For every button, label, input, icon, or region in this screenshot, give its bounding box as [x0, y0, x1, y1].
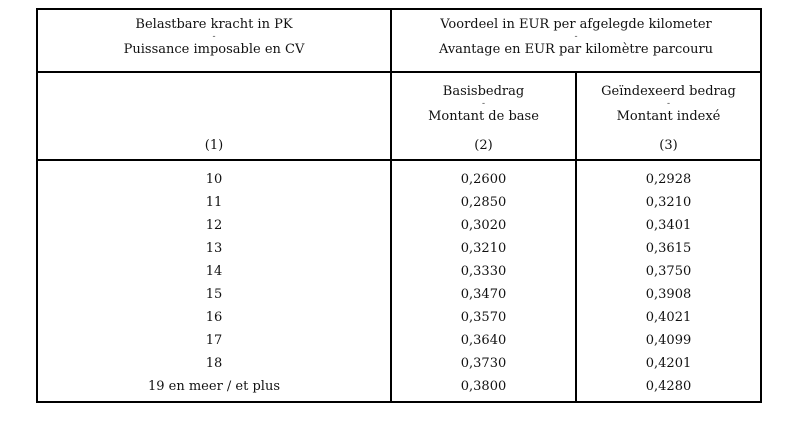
cell-base-amount: 0,3210 [460, 241, 507, 256]
header-col1-sep: - [212, 32, 216, 42]
cell-base-amount: 0,3020 [460, 218, 507, 233]
cell-base-amount: 0,3570 [460, 310, 507, 325]
header-col3-number: (3) [659, 138, 678, 153]
cell-pk: 16 [205, 310, 223, 325]
cell-base-amount: 0,3640 [460, 333, 507, 348]
cell-pk: 15 [205, 287, 223, 302]
cell-base-amount: 0,3730 [460, 356, 507, 371]
cell-base-amount: 0,3800 [460, 379, 507, 394]
header-col23-line2: Avantage en EUR par kilomètre parcouru [438, 42, 714, 57]
divider-header-bottom [38, 159, 760, 161]
benefit-table [36, 8, 762, 403]
cell-indexed-amount: 0,4021 [645, 310, 692, 325]
header-col23-line1: Voordeel in EUR per afgelegde kilometer [440, 17, 712, 32]
cell-indexed-amount: 0,3615 [645, 241, 692, 256]
cell-base-amount: 0,2600 [460, 172, 507, 187]
header-col23-sep: - [574, 32, 578, 42]
cell-base-amount: 0,2850 [460, 195, 507, 210]
cell-pk: 11 [205, 195, 223, 210]
cell-pk: 12 [205, 218, 223, 233]
cell-indexed-amount: 0,3210 [645, 195, 692, 210]
header-col1-line1: Belastbare kracht in PK [135, 17, 293, 32]
header-col2 [392, 84, 575, 124]
cell-base-amount: 0,3470 [460, 287, 507, 302]
header-col3-line2: Montant indexé [616, 109, 721, 124]
cell-pk: 19 en meer / et plus [147, 379, 281, 394]
header-col3-line1: Geïndexeerd bedrag [601, 84, 736, 99]
cell-indexed-amount: 0,4099 [645, 333, 692, 348]
cell-pk: 13 [205, 241, 223, 256]
cell-indexed-amount: 0,4201 [645, 356, 692, 371]
header-col1-number: (1) [204, 138, 224, 153]
divider-header-top [38, 71, 760, 73]
header-col3-sep: - [666, 99, 671, 109]
header-col1-line2: Puissance imposable en CV [123, 42, 305, 57]
cell-indexed-amount: 0,4280 [645, 379, 692, 394]
cell-pk: 18 [205, 356, 223, 371]
header-col2-line1: Basisbedrag [442, 84, 525, 99]
header-col2-sep: - [481, 99, 486, 109]
cell-pk: 17 [205, 333, 223, 348]
header-col2-line2: Montant de base [428, 109, 539, 124]
cell-indexed-amount: 0,3908 [645, 287, 692, 302]
cell-base-amount: 0,3330 [460, 264, 507, 279]
cell-indexed-amount: 0,3401 [645, 218, 692, 233]
header-col2-number: (2) [474, 138, 493, 153]
cell-pk: 10 [205, 172, 223, 187]
header-col1 [38, 17, 390, 57]
cell-indexed-amount: 0,2928 [645, 172, 692, 187]
cell-indexed-amount: 0,3750 [645, 264, 692, 279]
header-col3 [577, 84, 760, 124]
header-col23 [392, 17, 760, 57]
cell-pk: 14 [205, 264, 223, 279]
